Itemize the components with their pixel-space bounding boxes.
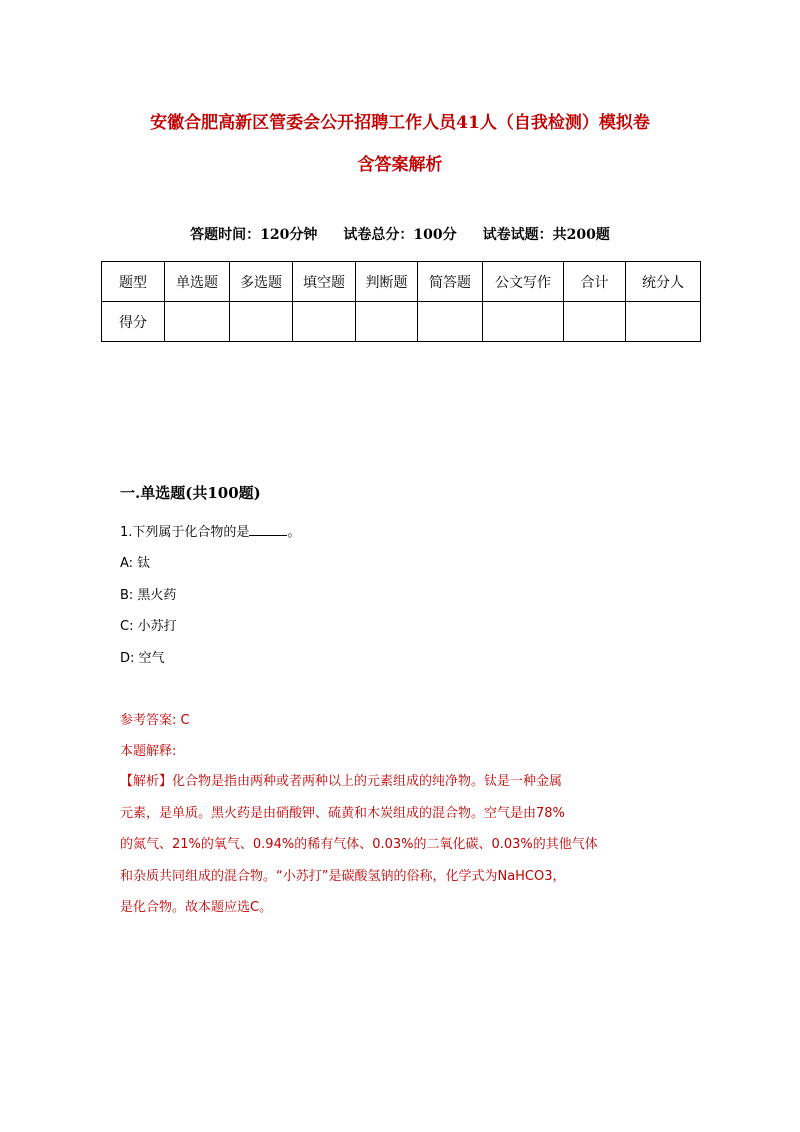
option-d: D: 空气 [120, 651, 165, 666]
answer-blank [249, 523, 287, 536]
header-cell: 公文写作 [483, 262, 564, 302]
header-cell: 统分人 [626, 262, 701, 302]
explanation-line: 和杂质共同组成的混合物。“小苏打”是碳酸氢钠的俗称，化学式为NaHCO3， [120, 868, 566, 884]
score-cell [356, 302, 418, 342]
score-cell [626, 302, 701, 342]
exam-question-count: 试卷试题：共200题 [482, 227, 610, 243]
header-cell: 判断题 [356, 262, 418, 302]
option-a: A: 钛 [120, 556, 151, 571]
document-title: 安徽合肥高新区管委会公开招聘工作人员41人（自我检测）模拟卷 [150, 113, 650, 133]
explanation-line: 是化合物。故本题应选C。 [120, 900, 273, 915]
score-cell [165, 302, 230, 342]
exam-time: 答题时间：120分钟 [190, 227, 318, 243]
header-cell: 填空题 [293, 262, 356, 302]
explanation-line: 的氮气、21%的氧气、0.94%的稀有气体、0.03%的二氧化碳、0.03%的其他气体 [120, 837, 598, 852]
exam-total-score: 试卷总分：100分 [343, 227, 457, 243]
score-row-label: 得分 [102, 302, 165, 342]
header-cell: 单选题 [165, 262, 230, 302]
header-cell: 简答题 [418, 262, 483, 302]
explanation-text [120, 766, 690, 924]
question-stem [120, 521, 300, 540]
document-subtitle: 含答案解析 [357, 155, 443, 175]
header-cell: 题型 [102, 262, 165, 302]
option-c: C: 小苏打 [120, 619, 177, 634]
section-title: 一.单选题(共100题) [120, 484, 261, 502]
question-end-mark: 。 [287, 525, 301, 540]
explanation-label: 本题解释: [120, 744, 177, 759]
score-cell [418, 302, 483, 342]
score-cell [564, 302, 626, 342]
explanation-line: 【解析】化合物是指由两种或者两种以上的元素组成的纯净物。钛是一种金属 [120, 774, 563, 789]
exam-info [0, 224, 800, 244]
header-cell: 合计 [564, 262, 626, 302]
header-cell: 多选题 [230, 262, 293, 302]
score-cell [483, 302, 564, 342]
question-text: 1.下列属于化合物的是 [120, 525, 250, 540]
score-table-score-row [102, 302, 701, 342]
explanation-line: 元素，是单质。黑火药是由硝酸钾、硫黄和木炭组成的混合物。空气是由78% [120, 805, 565, 821]
score-cell [230, 302, 293, 342]
option-b: B: 黑火药 [120, 588, 177, 603]
score-cell [293, 302, 356, 342]
reference-answer: 参考答案: C [120, 713, 190, 728]
score-table-header-row [102, 262, 701, 302]
score-table [101, 261, 701, 342]
